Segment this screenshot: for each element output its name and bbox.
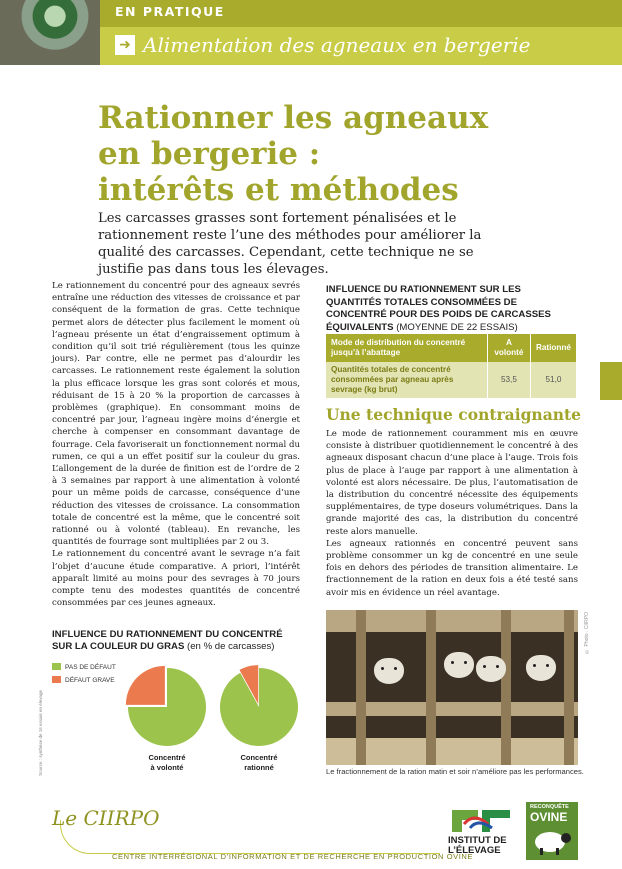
legend-swatch-bad (52, 676, 61, 683)
ciirpo-logo: Le CIIRPO (52, 806, 160, 830)
institut-elevage-text (448, 836, 507, 856)
title-line: Rationner les agneaux (98, 100, 489, 136)
table-row-label: Quantités totales de concentré consommées par agneau après sevrage (kg brut) (326, 362, 487, 398)
pie-label: Concentré (148, 753, 186, 762)
table-header-cell: A volonté (487, 334, 530, 362)
legend-swatch-ok (52, 663, 61, 670)
pie-chart (52, 655, 302, 780)
fence-post (501, 610, 511, 765)
page-side-tab (600, 362, 622, 400)
article-lead: Les carcasses grasses sont fortement pénalisées et le rationnement reste l’une des méthodes pour améliorer la qualité des carcasses. Cependant, cette technique ne se justifie pas dans tous les élevages. (98, 211, 482, 277)
table-header-row (326, 334, 576, 362)
institut-elevage-mark (448, 806, 518, 836)
arrow-right-icon: ➜ (115, 35, 135, 55)
ie-line: INSTITUT DE (448, 835, 507, 846)
ro-line: OVINE (530, 810, 568, 824)
pie-label: Concentré (240, 753, 278, 762)
chart-source: Source : synthèse de 16 essais en élevage (38, 690, 43, 776)
footer-tagline: CENTRE INTERRÉGIONAL D’INFORMATION ET DE RECHERCHE EN PRODUCTION OVINE (112, 852, 474, 861)
fence-post (564, 610, 574, 765)
body-paragraph: Le mode de rationnement couramment mis en œuvre consiste à distribuer quotidiennement le concentré à des agneaux disposant chacun d’une place à l’auge. Trois fois plus de place à l’auge par rapport à une alimentation à volonté est alors nécessaire. De plus, l’automatisation de la distribution du concentré nécessite des équipements supplémentaires, de type doseurs volumétriques. Dans la grande majorité des cas, la distribution du concentré reste alors manuelle. (326, 429, 578, 537)
sheep-head (476, 656, 506, 682)
sheep-feeding-photo (326, 610, 578, 765)
left-column (52, 280, 300, 609)
body-paragraph: Les agneaux rationnés en concentré peuvent sans problème consommer un kg de concentré en une seule fois en dehors des périodes de transition alimentaire. Le fractionnement de la ration en deux fois a été testé sans avoir mis en évidence un réel avantage. (326, 538, 578, 598)
table-header-cell: Rationné (530, 334, 576, 362)
photo-credit: © Photo : CIIRPO (584, 612, 590, 654)
section-kicker: EN PRATIQUE (115, 4, 225, 19)
section-title: Une technique contraignante (326, 405, 582, 424)
sheep-head (526, 655, 556, 681)
title-line: intérêts et méthodes (98, 172, 459, 208)
chart-title-line: INFLUENCE DU RATIONNEMENT DU CONCENTRÉ (52, 629, 283, 640)
chart-title-note: (en % de carcasses) (187, 641, 275, 652)
pie-group (126, 665, 298, 746)
table-header-cell: Mode de distribution du concentré jusqu’à l’abattage (326, 334, 487, 362)
legend-label-ok: PAS DE DÉFAUT (65, 664, 116, 671)
sheep-head (444, 652, 474, 678)
photo-caption: Le fractionnement de la ration matin et soir n’améliore pas les performances. (326, 767, 584, 776)
pie-slice-severe-defect (126, 666, 165, 705)
title-line: en bergerie : (98, 136, 321, 172)
ie-line: L’ÉLEVAGE (448, 845, 501, 856)
body-paragraph: Le rationnement du concentré pour des agneaux sevrés entraîne une réduction des vitesses de croissance et par conséquent de la formation de gras. Cette technique permet alors de détecter plus facilement le moment où l’agneau présente un état d’engraissement optimum à condition qu’il soit trié régulièrement (tous les quinze jours). Par contre, elle ne permet pas d’alourdir les carcasses. Le rationnement reste également la solution la plus efficace lorsque les gras sont colorés et mous, réduisant de 15 à 20 % la proportion de carcasses à problèmes (graphique). En consommant moins de concentré par jour, l’agneau ingère moins d’énergie et cherche à compenser en consommant davantage de fourrage. Cela favoriserait un fonctionnement normal du rumen, ce qui a un effet positif sur la couleur du gras. L’allongement de la durée de finition est de l’ordre de 2 à 3 semaines par rapport à une alimentation à volonté pour un même poids de carcasse, conséquence d’une réduction des vitesses de croissance. La consommation totale de concentré est la même, que le concentré soit rationné ou à volonté (tableau). En revanche, les quantités de fourrage sont multipliées par 2 ou 3. (52, 281, 300, 548)
table-cell: 51,0 (530, 362, 576, 398)
reconquete-ovine-logo (526, 802, 578, 860)
pie-slice-no-defect (220, 668, 298, 746)
table-cell: 53,5 (487, 362, 530, 398)
pie-label: à volonté (150, 763, 184, 772)
chart-title-line: SUR LA COULEUR DU GRAS (52, 641, 185, 652)
body-paragraph: Le rationnement du concentré avant le sevrage n’a fait l’objet d’aucune étude comparative. A priori, l’intérêt apparaît limité au moins pour des sevrages à 70 jours compte tenu des modestes quantités de concentré consommées par ces jeunes agneaux. (52, 549, 300, 609)
sheep-icon (530, 828, 574, 856)
table-title-note: (MOYENNE DE 22 ESSAIS) (396, 321, 518, 333)
table-title-text: INFLUENCE DU RATIONNEMENT SUR LES QUANTITÉS TOTALES CONSOMMÉES DE CONCENTRÉ POUR DES POIDS DE CARCASSES ÉQUIVALENTS (326, 284, 551, 333)
sheep-head (374, 658, 404, 684)
article-title (98, 100, 518, 208)
table-row (326, 362, 576, 398)
institut-elevage-logo (448, 806, 518, 862)
table-title (326, 284, 578, 334)
fence-post (356, 610, 366, 765)
consumption-table (326, 334, 576, 398)
fence-post (426, 610, 436, 765)
chart-title (52, 629, 302, 653)
right-column (326, 428, 578, 599)
header-subtitle: Alimentation des agneaux en bergerie (143, 33, 531, 57)
ro-line: RECONQUÊTE (530, 804, 569, 810)
header-photo (0, 0, 100, 65)
legend-label-bad: DÉFAUT GRAVE (65, 677, 115, 684)
pie-label: rationné (244, 763, 274, 772)
